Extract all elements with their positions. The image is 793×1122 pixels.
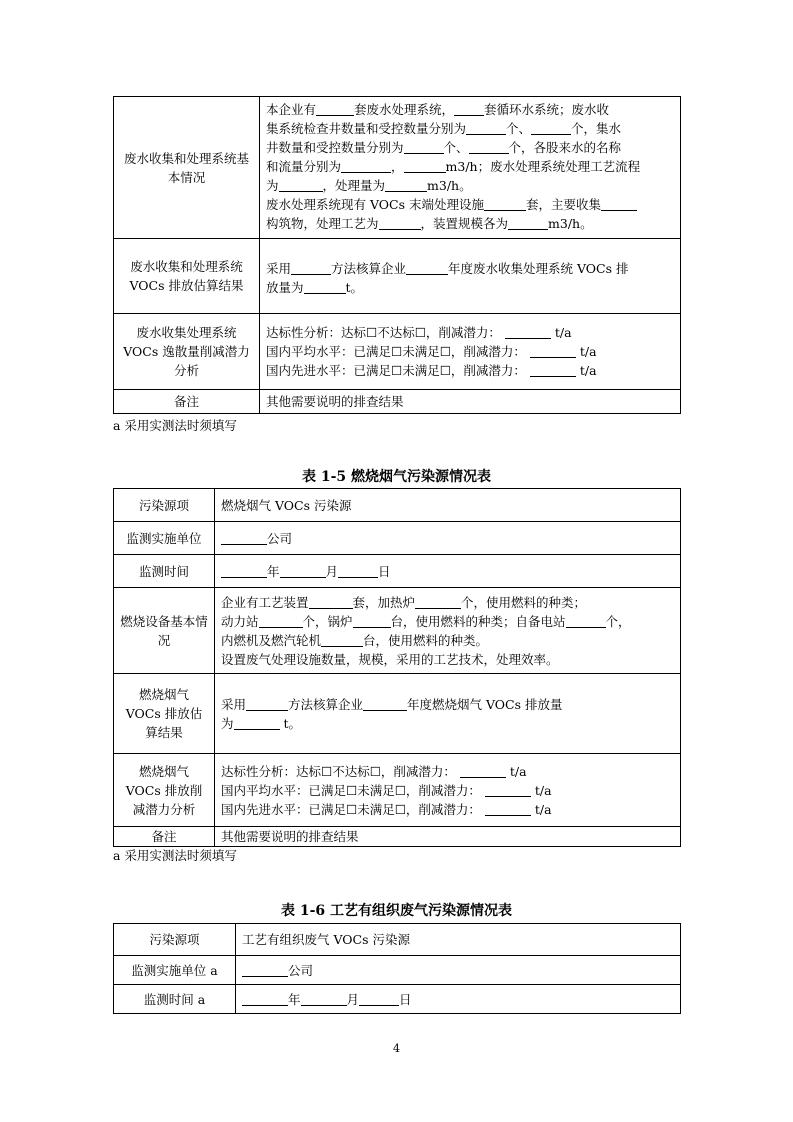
blank-field[interactable] [385,177,427,192]
blank-field[interactable] [531,120,571,135]
wastewater-basic-value: 本企业有 套废水处理系统， 套循环水系统；废水收 集系统检查井数量和受控数量分别为 个、 个，集水 井数量和受控数量分别为 个、 个，各股来水的名称 和流量分别为 ， m3/h；废水处理系统处理工艺流程 为 ，处理量为 m3/h。 废水处理系统现有 VOCs 末端处理设施 套，主要收集 构筑物，处理工艺为 ，装置规模各为 m3/h。 [260,97,681,239]
source-label: 污染源项 [114,924,236,956]
time-value: 年 月 日 [215,555,681,588]
unit-label: 监测实施单位 a [114,956,236,985]
blank-field[interactable] [406,260,448,275]
blank-field[interactable] [321,632,363,647]
wastewater-estimate-value: 采用 方法核算企业 年度废水收集处理系统 VOCs 排 放量为 t。 [260,239,681,314]
table-1-6 [113,923,681,1014]
blank-field[interactable] [280,563,326,578]
wastewater-reduction-value: 达标性分析：达标☐不达标☐，削减潜力： t/a 国内平均水平：已满足☐未满足☐，削减潜力： t/a 国内先进水平：已满足☐未满足☐，削减潜力： t/a [260,314,681,390]
blank-field[interactable] [338,563,378,578]
blank-field[interactable] [301,991,347,1006]
blank-field[interactable] [353,613,391,628]
blank-field[interactable] [304,279,346,294]
blank-field[interactable] [484,196,526,211]
blank-field[interactable] [415,594,461,609]
blank-field[interactable] [291,260,331,275]
wastewater-remark-label: 备注 [114,390,260,414]
blank-field[interactable] [485,782,531,797]
time-label: 监测时间 a [114,985,236,1014]
blank-field[interactable] [242,991,288,1006]
blank-field[interactable] [234,715,280,730]
remark-value: 其他需要说明的排查结果 [215,827,681,847]
blank-field[interactable] [404,158,446,173]
source-value: 工艺有组织废气 VOCs 污染源 [236,924,681,956]
wastewater-remark-value: 其他需要说明的排查结果 [260,390,681,414]
wastewater-reduction-label: 废水收集处理系统 VOCs 逸散量削减潜力分析 [114,314,260,390]
reduction-value: 达标性分析：达标☐不达标☐，削减潜力： t/a 国内平均水平：已满足☐未满足☐，削减潜力： t/a 国内先进水平：已满足☐未满足☐，削减潜力： t/a [215,754,681,827]
wastewater-estimate-label: 废水收集和处理系统 VOCs 排放估算结果 [114,239,260,314]
blank-field[interactable] [530,362,576,377]
table-1-5 [113,488,681,847]
blank-field[interactable] [259,613,303,628]
source-value: 燃烧烟气 VOCs 污染源 [215,489,681,522]
equip-label: 燃烧设备基本情况 [114,588,215,674]
blank-field[interactable] [221,563,267,578]
blank-field[interactable] [221,530,267,545]
blank-field[interactable] [309,594,353,609]
estimate-label: 燃烧烟气 VOCs 排放估算结果 [114,674,215,754]
equip-value: 企业有工艺装置 套，加热炉 个，使用燃料的种类； 动力站 个，锅炉 台，使用燃料的种类；自备电站 个， 内燃机及燃汽轮机 台，使用燃料的种类。 设置废气处理设施数量，规模，采用的工艺技术，处理效率。 [215,588,681,674]
unit-value: 公司 [236,956,681,985]
table-1-5-caption: 表 1-5 燃烧烟气污染源情况表 [301,469,492,485]
blank-field[interactable] [316,101,354,116]
source-label: 污染源项 [114,489,215,522]
time-label: 监测时间 [114,555,215,588]
blank-field[interactable] [379,215,421,230]
blank-field[interactable] [505,324,551,339]
wastewater-basic-label: 废水收集和处理系统基本情况 [114,97,260,239]
blank-field[interactable] [454,101,484,116]
blank-field[interactable] [363,696,407,711]
footnote: a 采用实测法时须填写 [113,848,237,863]
blank-field[interactable] [466,120,506,135]
blank-field[interactable] [246,696,288,711]
blank-field[interactable] [469,139,509,154]
table-1-6-caption: 表 1-6 工艺有组织废气污染源情况表 [280,903,513,919]
blank-field[interactable] [460,763,506,778]
footnote: a 采用实测法时须填写 [113,418,237,433]
estimate-value: 采用 方法核算企业 年度燃烧烟气 VOCs 排放量 为 t。 [215,674,681,754]
blank-field[interactable] [530,343,576,358]
blank-field[interactable] [279,177,323,192]
remark-label: 备注 [114,827,215,847]
time-value: 年 月 日 [236,985,681,1014]
page-number: 4 [393,1042,400,1055]
unit-label: 监测实施单位 [114,522,215,555]
blank-field[interactable] [341,158,391,173]
blank-field[interactable] [242,962,288,977]
blank-field[interactable] [601,196,637,211]
blank-field[interactable] [566,613,606,628]
blank-field[interactable] [359,991,399,1006]
wastewater-table [113,96,681,414]
blank-field[interactable] [485,801,531,816]
blank-field[interactable] [404,139,444,154]
unit-value: 公司 [215,522,681,555]
blank-field[interactable] [508,215,548,230]
reduction-label: 燃烧烟气 VOCs 排放削减潜力分析 [114,754,215,827]
